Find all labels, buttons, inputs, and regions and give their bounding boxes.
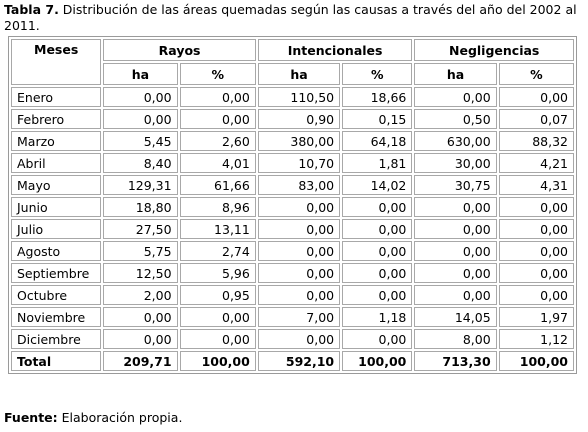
total-row	[11, 351, 574, 371]
intencionales-percent-cell: 0,00	[342, 219, 412, 239]
intencionales-ha-cell: 0,00	[258, 219, 340, 239]
month-cell: Marzo	[11, 131, 101, 151]
rayos-percent-cell: 0,00	[180, 307, 256, 327]
intencionales-ha-cell: 0,00	[258, 263, 340, 283]
intencionales-percent-cell: 0,00	[342, 197, 412, 217]
intencionales-ha-cell: 592,10	[258, 351, 340, 371]
month-cell: Octubre	[11, 285, 101, 305]
rayos-ha-cell: 129,31	[103, 175, 177, 195]
rayos-percent-cell: 13,11	[180, 219, 256, 239]
month-cell: Total	[11, 351, 101, 371]
table-row	[11, 241, 574, 261]
intencionales-percent-cell: 0,15	[342, 109, 412, 129]
table-row	[11, 329, 574, 349]
subheader-percent: %	[499, 63, 574, 85]
intencionales-ha-cell: 0,90	[258, 109, 340, 129]
intencionales-ha-cell: 83,00	[258, 175, 340, 195]
subheader-percent: %	[180, 63, 256, 85]
negligencias-ha-cell: 0,00	[414, 263, 496, 283]
rayos-ha-cell: 2,00	[103, 285, 177, 305]
month-cell: Noviembre	[11, 307, 101, 327]
header-group-rayos: Rayos	[103, 39, 256, 61]
table-caption-label: Tabla 7.	[4, 2, 59, 17]
rayos-ha-cell: 5,75	[103, 241, 177, 261]
rayos-percent-cell: 0,00	[180, 109, 256, 129]
table-row	[11, 87, 574, 107]
rayos-percent-cell: 4,01	[180, 153, 256, 173]
intencionales-ha-cell: 380,00	[258, 131, 340, 151]
month-cell: Febrero	[11, 109, 101, 129]
negligencias-percent-cell: 0,00	[499, 219, 574, 239]
intencionales-ha-cell: 0,00	[258, 241, 340, 261]
intencionales-percent-cell: 0,00	[342, 285, 412, 305]
intencionales-percent-cell: 14,02	[342, 175, 412, 195]
intencionales-percent-cell: 64,18	[342, 131, 412, 151]
month-cell: Septiembre	[11, 263, 101, 283]
negligencias-percent-cell: 100,00	[499, 351, 574, 371]
month-cell: Junio	[11, 197, 101, 217]
negligencias-percent-cell: 88,32	[499, 131, 574, 151]
rayos-percent-cell: 100,00	[180, 351, 256, 371]
table-row	[11, 219, 574, 239]
intencionales-ha-cell: 0,00	[258, 285, 340, 305]
source-text: Elaboración propia.	[57, 410, 183, 425]
negligencias-ha-cell: 8,00	[414, 329, 496, 349]
month-cell: Abril	[11, 153, 101, 173]
negligencias-percent-cell: 0,00	[499, 241, 574, 261]
table-row	[11, 197, 574, 217]
intencionales-percent-cell: 0,00	[342, 263, 412, 283]
rayos-ha-cell: 12,50	[103, 263, 177, 283]
rayos-percent-cell: 0,95	[180, 285, 256, 305]
negligencias-ha-cell: 0,00	[414, 197, 496, 217]
negligencias-percent-cell: 0,00	[499, 285, 574, 305]
table-row	[11, 131, 574, 151]
intencionales-ha-cell: 7,00	[258, 307, 340, 327]
month-cell: Julio	[11, 219, 101, 239]
intencionales-ha-cell: 10,70	[258, 153, 340, 173]
negligencias-percent-cell: 0,00	[499, 87, 574, 107]
header-group-intencionales: Intencionales	[258, 39, 413, 61]
rayos-percent-cell: 8,96	[180, 197, 256, 217]
rayos-ha-cell: 18,80	[103, 197, 177, 217]
rayos-percent-cell: 0,00	[180, 87, 256, 107]
rayos-ha-cell: 5,45	[103, 131, 177, 151]
negligencias-percent-cell: 4,31	[499, 175, 574, 195]
rayos-ha-cell: 27,50	[103, 219, 177, 239]
intencionales-percent-cell: 0,00	[342, 241, 412, 261]
subheader-ha: ha	[103, 63, 177, 85]
subheader-ha: ha	[414, 63, 496, 85]
rayos-ha-cell: 0,00	[103, 329, 177, 349]
rayos-ha-cell: 0,00	[103, 307, 177, 327]
intencionales-ha-cell: 0,00	[258, 329, 340, 349]
negligencias-ha-cell: 0,00	[414, 241, 496, 261]
negligencias-ha-cell: 14,05	[414, 307, 496, 327]
intencionales-percent-cell: 0,00	[342, 329, 412, 349]
table-body	[11, 87, 574, 371]
negligencias-ha-cell: 30,75	[414, 175, 496, 195]
month-cell: Agosto	[11, 241, 101, 261]
negligencias-ha-cell: 0,00	[414, 285, 496, 305]
rayos-percent-cell: 2,60	[180, 131, 256, 151]
negligencias-ha-cell: 0,00	[414, 219, 496, 239]
negligencias-percent-cell: 1,97	[499, 307, 574, 327]
source-label: Fuente:	[4, 410, 58, 425]
header-group-negligencias: Negligencias	[414, 39, 574, 61]
table-row	[11, 109, 574, 129]
table-row	[11, 285, 574, 305]
month-cell: Mayo	[11, 175, 101, 195]
rayos-ha-cell: 209,71	[103, 351, 177, 371]
subheader-percent: %	[342, 63, 412, 85]
table-row	[11, 175, 574, 195]
table-row	[11, 153, 574, 173]
negligencias-ha-cell: 0,50	[414, 109, 496, 129]
table-row	[11, 307, 574, 327]
rayos-ha-cell: 0,00	[103, 109, 177, 129]
negligencias-percent-cell: 0,07	[499, 109, 574, 129]
table-row	[11, 263, 574, 283]
month-cell: Enero	[11, 87, 101, 107]
negligencias-percent-cell: 1,12	[499, 329, 574, 349]
month-cell: Diciembre	[11, 329, 101, 349]
intencionales-percent-cell: 1,81	[342, 153, 412, 173]
negligencias-ha-cell: 0,00	[414, 87, 496, 107]
rayos-ha-cell: 0,00	[103, 87, 177, 107]
negligencias-ha-cell: 630,00	[414, 131, 496, 151]
negligencias-percent-cell: 4,21	[499, 153, 574, 173]
intencionales-percent-cell: 18,66	[342, 87, 412, 107]
negligencias-ha-cell: 30,00	[414, 153, 496, 173]
negligencias-percent-cell: 0,00	[499, 197, 574, 217]
rayos-percent-cell: 5,96	[180, 263, 256, 283]
table-caption-text: Distribución de las áreas quemadas según las causas a través del año del 2002 al 2011.	[4, 2, 577, 33]
intencionales-ha-cell: 0,00	[258, 197, 340, 217]
rayos-percent-cell: 0,00	[180, 329, 256, 349]
rayos-percent-cell: 61,66	[180, 175, 256, 195]
intencionales-ha-cell: 110,50	[258, 87, 340, 107]
intencionales-percent-cell: 100,00	[342, 351, 412, 371]
burned-areas-table	[8, 36, 577, 374]
negligencias-percent-cell: 0,00	[499, 263, 574, 283]
negligencias-ha-cell: 713,30	[414, 351, 496, 371]
header-months: Meses	[11, 39, 101, 85]
intencionales-percent-cell: 1,18	[342, 307, 412, 327]
rayos-percent-cell: 2,74	[180, 241, 256, 261]
table-source	[4, 410, 182, 425]
table-caption	[4, 2, 584, 34]
subheader-ha: ha	[258, 63, 340, 85]
rayos-ha-cell: 8,40	[103, 153, 177, 173]
